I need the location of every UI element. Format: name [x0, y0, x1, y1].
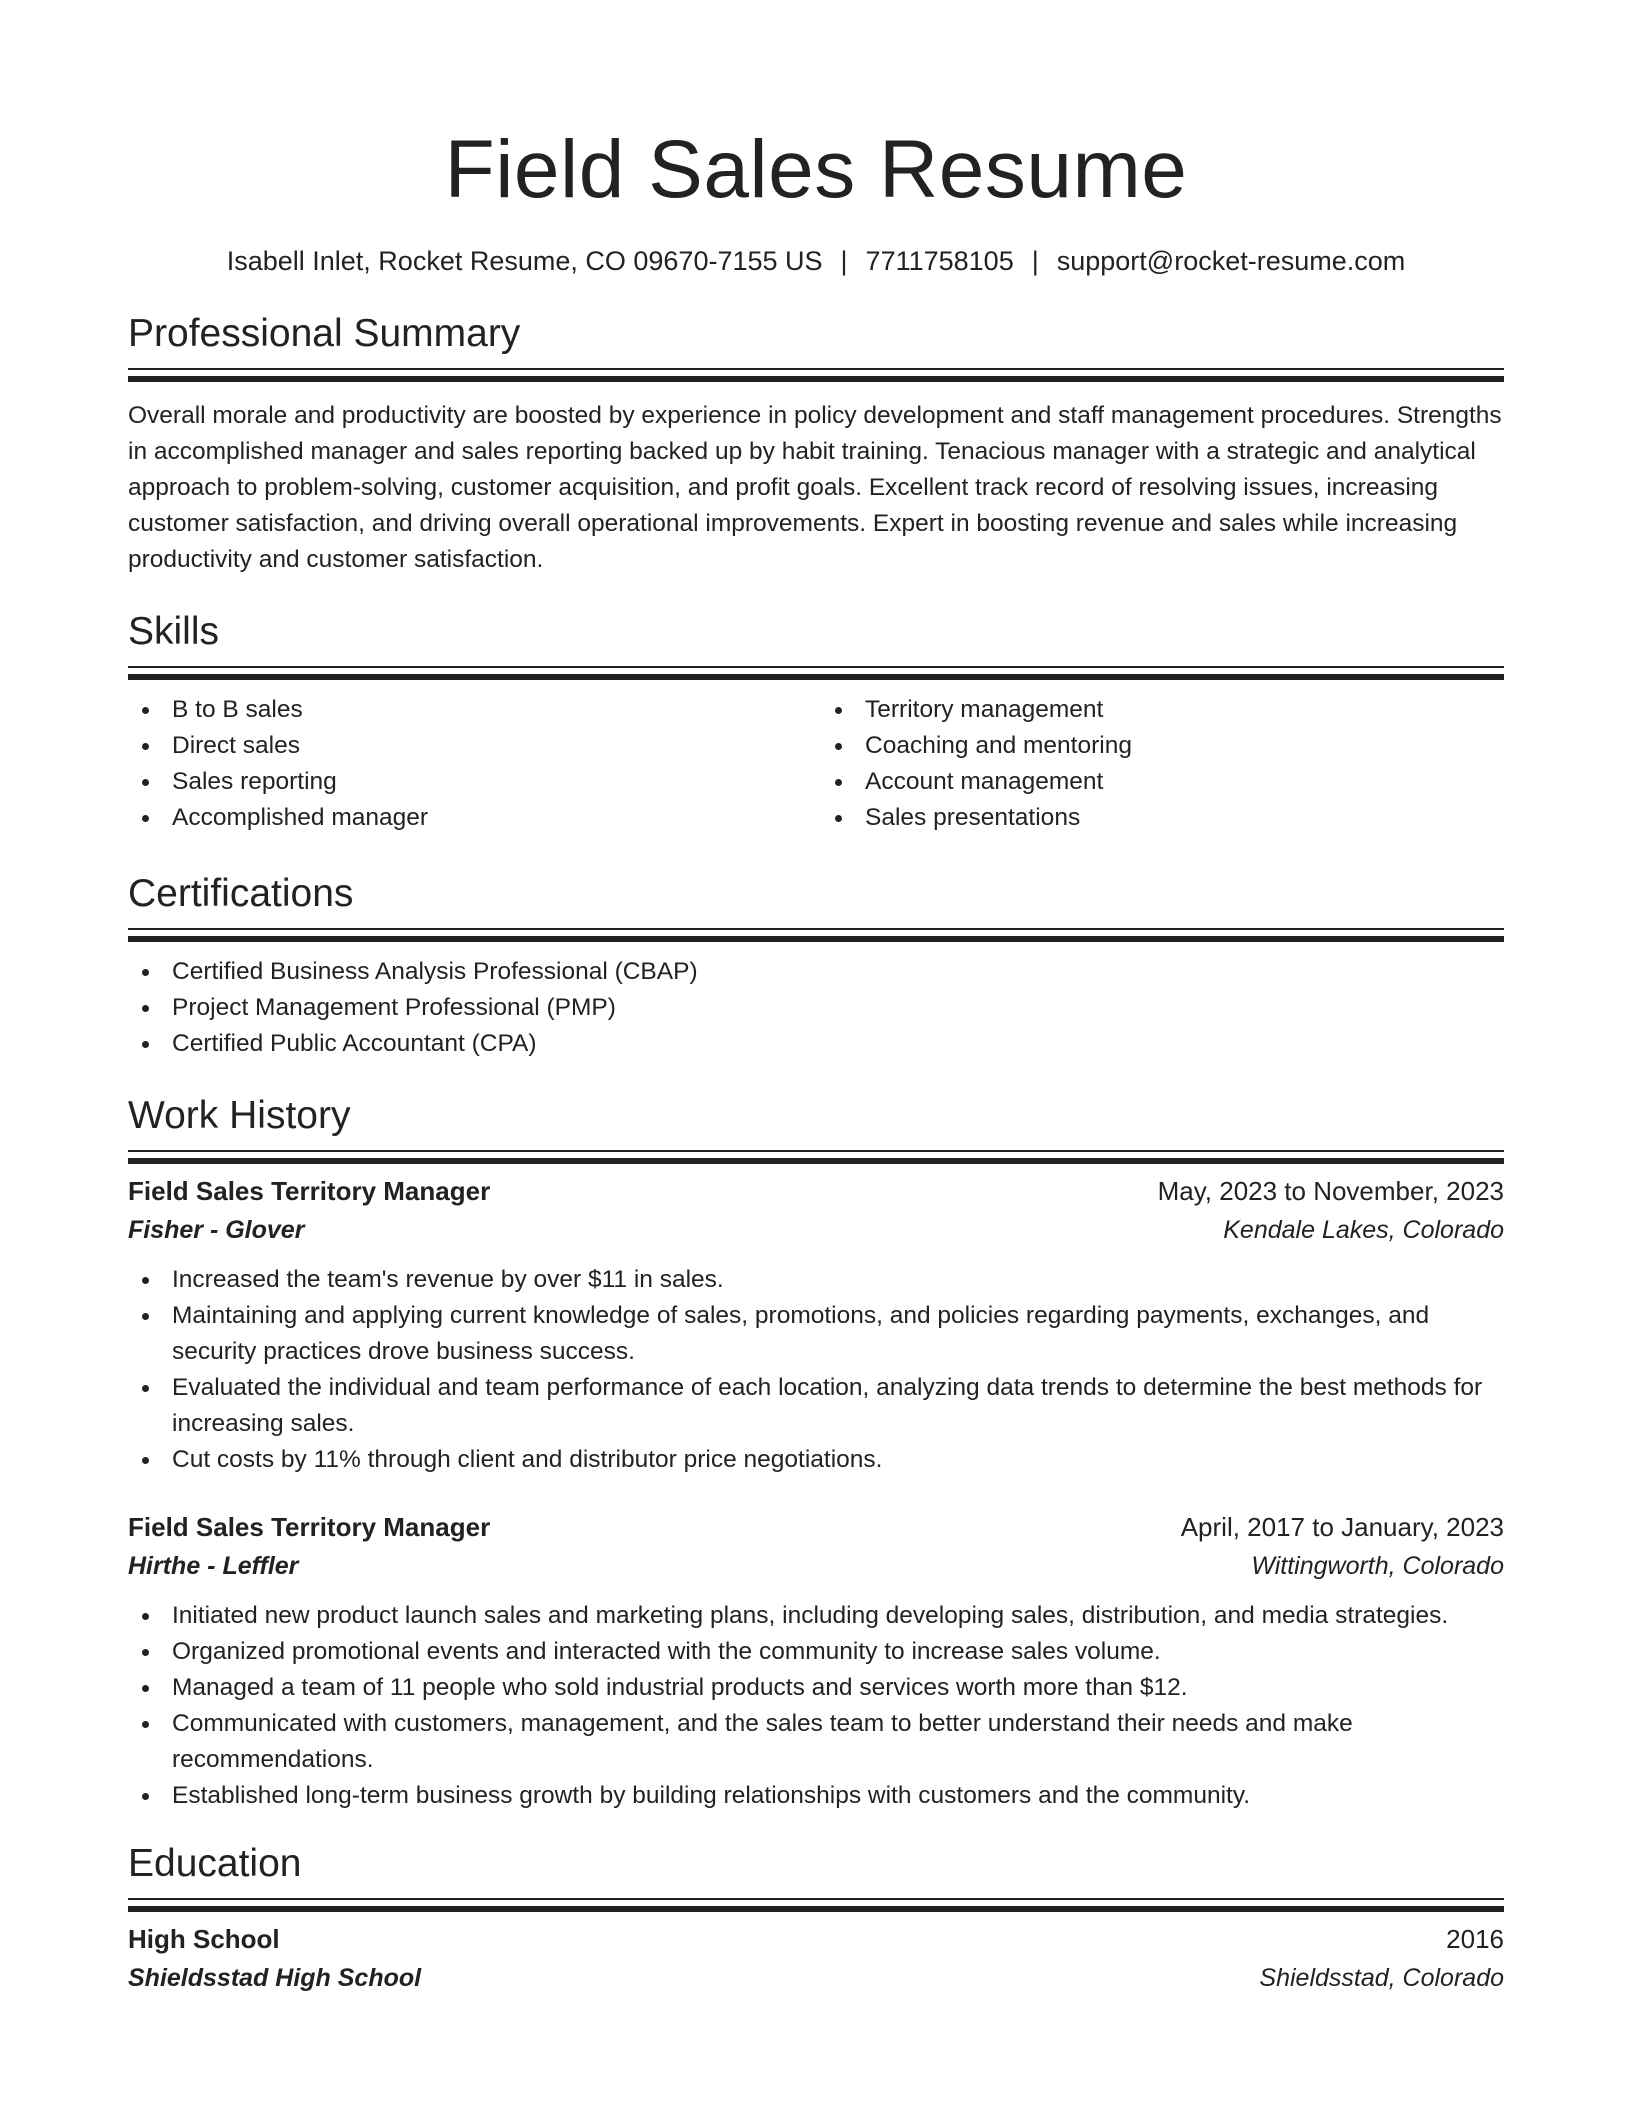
job-entry	[128, 1508, 1504, 1814]
skills-list-right	[811, 692, 1504, 836]
section-divider	[128, 1150, 1504, 1152]
contact-separator: |	[840, 246, 848, 276]
job-entry	[128, 1172, 1504, 1478]
contact-address: Isabell Inlet, Rocket Resume, CO 09670-7155 US	[226, 246, 823, 276]
resume-title: Field Sales Resume	[444, 124, 1188, 215]
education-section	[128, 1840, 1504, 1998]
education-school: Shieldsstad High School	[128, 1964, 422, 1992]
skill-item: Accomplished manager	[128, 800, 811, 836]
section-title-work-history: Work History	[128, 1094, 351, 1137]
job-bullet: Increased the team's revenue by over $11 in sales.	[128, 1262, 1504, 1298]
job-bullet: Established long-term business growth by building relationships with customers and the community.	[128, 1778, 1504, 1814]
education-subheader	[128, 1958, 1504, 1998]
job-location: Kendale Lakes, Colorado	[1223, 1216, 1504, 1244]
section-title-certifications: Certifications	[128, 872, 354, 915]
job-location: Wittingworth, Colorado	[1251, 1552, 1504, 1580]
section-divider	[128, 928, 1504, 930]
summary-text: Overall morale and productivity are boosted by experience in policy development and staff management procedures. Strengths in accomplished manager and sales reporting backed up by habit training. Tenacious manager with a strategic and analytical approach to problem-solving, customer acquisition, and profit goals. Excellent track record of resolving issues, increasing customer satisfaction, and driving overall operational improvements. Expert in boosting revenue and sales while increasing productivity and customer satisfaction.	[128, 402, 1502, 573]
skill-item: B to B sales	[128, 692, 811, 728]
job-company: Hirthe - Leffler	[128, 1552, 299, 1580]
job-subheader	[128, 1546, 1504, 1586]
skill-item: Direct sales	[128, 728, 811, 764]
section-title-skills: Skills	[128, 610, 220, 653]
skills-list-left	[128, 692, 811, 836]
section-title-summary: Professional Summary	[128, 312, 521, 355]
section-divider	[128, 666, 1504, 668]
certifications-list	[128, 954, 1504, 1062]
job-bullet: Communicated with customers, management, and the sales team to better understand their needs and make recommendations.	[128, 1706, 1504, 1778]
section-divider	[128, 1898, 1504, 1900]
skills-grid	[128, 692, 1504, 836]
job-bullet: Maintaining and applying current knowledge of sales, promotions, and policies regarding payments, exchanges, and security practices drove business success.	[128, 1298, 1504, 1370]
job-bullet: Initiated new product launch sales and marketing plans, including developing sales, distribution, and media strategies.	[128, 1598, 1504, 1634]
education-degree: High School	[128, 1924, 280, 1954]
skill-item: Coaching and mentoring	[821, 728, 1504, 764]
job-title: Field Sales Territory Manager	[128, 1512, 491, 1542]
contact-email: support@rocket-resume.com	[1056, 246, 1406, 276]
job-bullet: Cut costs by 11% through client and distributor price negotiations.	[128, 1442, 1504, 1478]
certifications-section	[128, 870, 1504, 1062]
education-header	[128, 1920, 1504, 1958]
education-entry	[128, 1920, 1504, 1998]
skill-item: Account management	[821, 764, 1504, 800]
job-company: Fisher - Glover	[128, 1216, 305, 1244]
job-dates: April, 2017 to January, 2023	[1180, 1512, 1504, 1542]
contact-line	[128, 244, 1504, 278]
job-bullet: Evaluated the individual and team performance of each location, analyzing data trends to determine the best methods for increasing sales.	[128, 1370, 1504, 1442]
job-title: Field Sales Territory Manager	[128, 1176, 491, 1206]
skill-item: Sales reporting	[128, 764, 811, 800]
job-bullet: Managed a team of 11 people who sold industrial products and services worth more than $12.	[128, 1670, 1504, 1706]
summary-section	[128, 310, 1504, 578]
work-history-section	[128, 1092, 1504, 1814]
job-header	[128, 1508, 1504, 1546]
job-bullet: Organized promotional events and interacted with the community to increase sales volume.	[128, 1634, 1504, 1670]
job-dates: May, 2023 to November, 2023	[1157, 1176, 1504, 1206]
section-divider	[128, 368, 1504, 370]
job-bullets	[128, 1262, 1504, 1478]
skill-item: Territory management	[821, 692, 1504, 728]
contact-phone: 7711758105	[865, 246, 1014, 276]
job-header	[128, 1172, 1504, 1210]
certification-item: Certified Public Accountant (CPA)	[128, 1026, 1504, 1062]
education-year: 2016	[1446, 1924, 1504, 1954]
education-location: Shieldsstad, Colorado	[1259, 1964, 1504, 1992]
section-title-education: Education	[128, 1842, 302, 1885]
contact-separator: |	[1031, 246, 1039, 276]
skill-item: Sales presentations	[821, 800, 1504, 836]
job-bullets	[128, 1598, 1504, 1814]
certification-item: Certified Business Analysis Professional (CBAP)	[128, 954, 1504, 990]
skills-section	[128, 608, 1504, 836]
job-subheader	[128, 1210, 1504, 1250]
certification-item: Project Management Professional (PMP)	[128, 990, 1504, 1026]
